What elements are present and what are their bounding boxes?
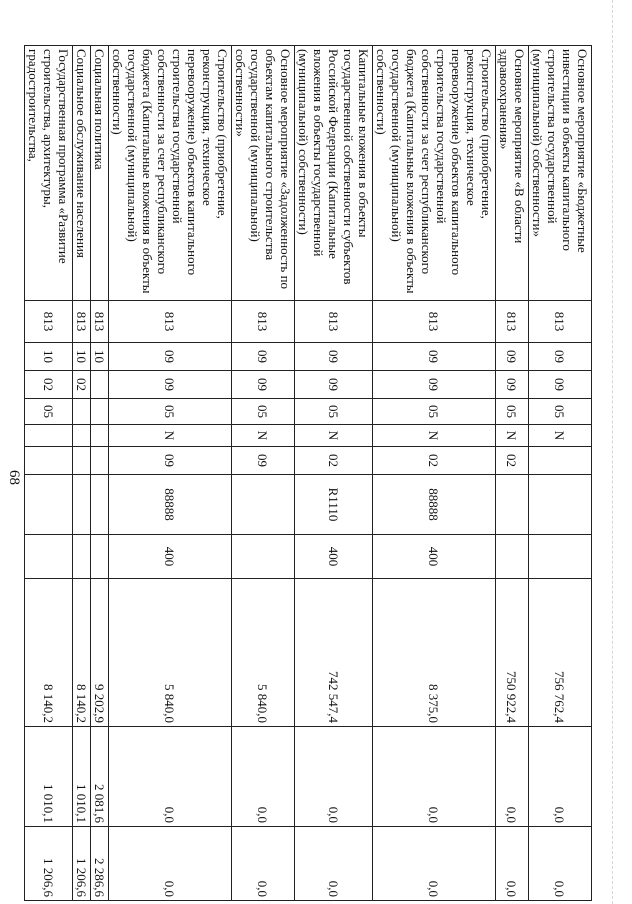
subsection-code: 09 (529, 371, 592, 399)
subsection-code: 09 (373, 371, 496, 399)
table-row (373, 46, 496, 901)
row-name: Капитальные вложения в объекты государственной собственности субъектов Российской Федерации (Капитальные вложения в объекты государственной (муниципальной) собственности) (295, 46, 373, 301)
amount-year-1: 9 202,9 (91, 579, 109, 727)
table-row (496, 46, 529, 901)
ministry-code: 813 (109, 301, 232, 343)
activity-code: 02 (373, 447, 496, 475)
activity-code: 02 (295, 447, 373, 475)
table-row (109, 46, 232, 901)
subsection-code: 09 (295, 371, 373, 399)
program-code: 05 (109, 399, 232, 425)
section-code: 09 (109, 343, 232, 371)
ministry-code: 813 (373, 301, 496, 343)
amount-year-1: 750 922,4 (496, 579, 529, 727)
amount-year-3: 0,0 (232, 827, 295, 901)
program-code (91, 399, 109, 425)
expense-type-code (496, 535, 529, 579)
expense-type-code: 400 (295, 535, 373, 579)
row-name: Основное мероприятие «Бюджетные инвестиции в объекты капитального строительства государственной (муниципальной) собственности» (529, 46, 592, 301)
direction-code (232, 475, 295, 535)
program-code: 05 (496, 399, 529, 425)
amount-year-2: 0,0 (529, 727, 592, 827)
program-code: 05 (25, 399, 73, 425)
program-code: 05 (373, 399, 496, 425)
subprogram-code: N (109, 425, 232, 447)
amount-year-3: 1 206,6 (73, 827, 91, 901)
amount-year-3: 0,0 (295, 827, 373, 901)
direction-code (73, 475, 91, 535)
amount-year-2: 0,0 (232, 727, 295, 827)
subprogram-code: N (373, 425, 496, 447)
subsection-code (91, 371, 109, 399)
subsection-code: 02 (73, 371, 91, 399)
amount-year-2: 0,0 (496, 727, 529, 827)
ministry-code: 813 (529, 301, 592, 343)
amount-year-3: 1 206,6 (25, 827, 73, 901)
amount-year-3: 0,0 (529, 827, 592, 901)
amount-year-3: 0,0 (109, 827, 232, 901)
direction-code (496, 475, 529, 535)
section-code: 09 (529, 343, 592, 371)
activity-code: 02 (496, 447, 529, 475)
program-code: 05 (232, 399, 295, 425)
subprogram-code: N (496, 425, 529, 447)
ministry-code: 813 (295, 301, 373, 343)
amount-year-1: 8 140,2 (25, 579, 73, 727)
subsection-code: 09 (232, 371, 295, 399)
activity-code (91, 447, 109, 475)
activity-code (73, 447, 91, 475)
amount-year-2: 0,0 (373, 727, 496, 827)
page-number: 68 (6, 470, 22, 485)
direction-code (25, 475, 73, 535)
row-name: Государственная программа «Развитие строительства, архитектуры, градостроительства, (25, 46, 73, 301)
amount-year-3: 0,0 (496, 827, 529, 901)
amount-year-1: 742 547,4 (295, 579, 373, 727)
amount-year-2: 2 081,6 (91, 727, 109, 827)
amount-year-3: 2 286,6 (91, 827, 109, 901)
scan-edge-line (612, 0, 613, 904)
direction-code: R1110 (295, 475, 373, 535)
section-code: 10 (91, 343, 109, 371)
amount-year-1: 8 375,0 (373, 579, 496, 727)
table-row (25, 46, 73, 901)
budget-table (24, 45, 592, 901)
ministry-code: 813 (496, 301, 529, 343)
direction-code (91, 475, 109, 535)
table-row (295, 46, 373, 901)
amount-year-1: 756 762,4 (529, 579, 592, 727)
amount-year-3: 0,0 (373, 827, 496, 901)
table-row (232, 46, 295, 901)
expense-type-code (25, 535, 73, 579)
amount-year-1: 8 140,2 (73, 579, 91, 727)
subprogram-code (91, 425, 109, 447)
ministry-code: 813 (91, 301, 109, 343)
row-name: Социальная политика (91, 46, 109, 301)
subprogram-code: N (295, 425, 373, 447)
section-code: 10 (25, 343, 73, 371)
direction-code: 88888 (373, 475, 496, 535)
subsection-code: 02 (25, 371, 73, 399)
activity-code (25, 447, 73, 475)
expense-type-code (529, 535, 592, 579)
expense-type-code: 400 (109, 535, 232, 579)
activity-code (529, 447, 592, 475)
amount-year-2: 1 010,1 (25, 727, 73, 827)
row-name: Основное мероприятие «В области здравоохранения» (496, 46, 529, 301)
amount-year-2: 0,0 (295, 727, 373, 827)
program-code: 05 (295, 399, 373, 425)
row-name: Основное мероприятие «Задолженность по объектам капитального строительства государственной (муниципальной) собственности» (232, 46, 295, 301)
table-row (529, 46, 592, 901)
section-code: 09 (496, 343, 529, 371)
subsection-code: 09 (109, 371, 232, 399)
row-name: Социальное обслуживание населения (73, 46, 91, 301)
subprogram-code: N (529, 425, 592, 447)
subprogram-code: N (232, 425, 295, 447)
program-code: 05 (529, 399, 592, 425)
amount-year-1: 5 840,0 (109, 579, 232, 727)
amount-year-1: 5 840,0 (232, 579, 295, 727)
activity-code: 09 (232, 447, 295, 475)
program-code (73, 399, 91, 425)
ministry-code: 813 (73, 301, 91, 343)
section-code: 09 (295, 343, 373, 371)
expense-type-code: 400 (373, 535, 496, 579)
direction-code: 88888 (109, 475, 232, 535)
section-code: 09 (373, 343, 496, 371)
amount-year-2: 0,0 (109, 727, 232, 827)
direction-code (529, 475, 592, 535)
subprogram-code (25, 425, 73, 447)
activity-code: 09 (109, 447, 232, 475)
table-row (91, 46, 109, 901)
row-name: Строительство (приобретение, реконструкция, техническое перевооружение) объектов капитального строительства государственной собственности за счет республиканского бюджета (Капитальные вложения в объекты государственной (муниципальной) собственности) (373, 46, 496, 301)
subsection-code: 09 (496, 371, 529, 399)
budget-table-wrapper (24, 45, 592, 901)
expense-type-code (73, 535, 91, 579)
table-row (73, 46, 91, 901)
subprogram-code (73, 425, 91, 447)
amount-year-2: 1 010,1 (73, 727, 91, 827)
section-code: 10 (73, 343, 91, 371)
section-code: 09 (232, 343, 295, 371)
ministry-code: 813 (25, 301, 73, 343)
expense-type-code (91, 535, 109, 579)
expense-type-code (232, 535, 295, 579)
row-name: Строительство (приобретение, реконструкция, техническое перевооружение) объектов капитального строительства государственной собственности за счет республиканского бюджета (Капитальные вложения в объекты государственной (муниципальной) собственности) (109, 46, 232, 301)
ministry-code: 813 (232, 301, 295, 343)
